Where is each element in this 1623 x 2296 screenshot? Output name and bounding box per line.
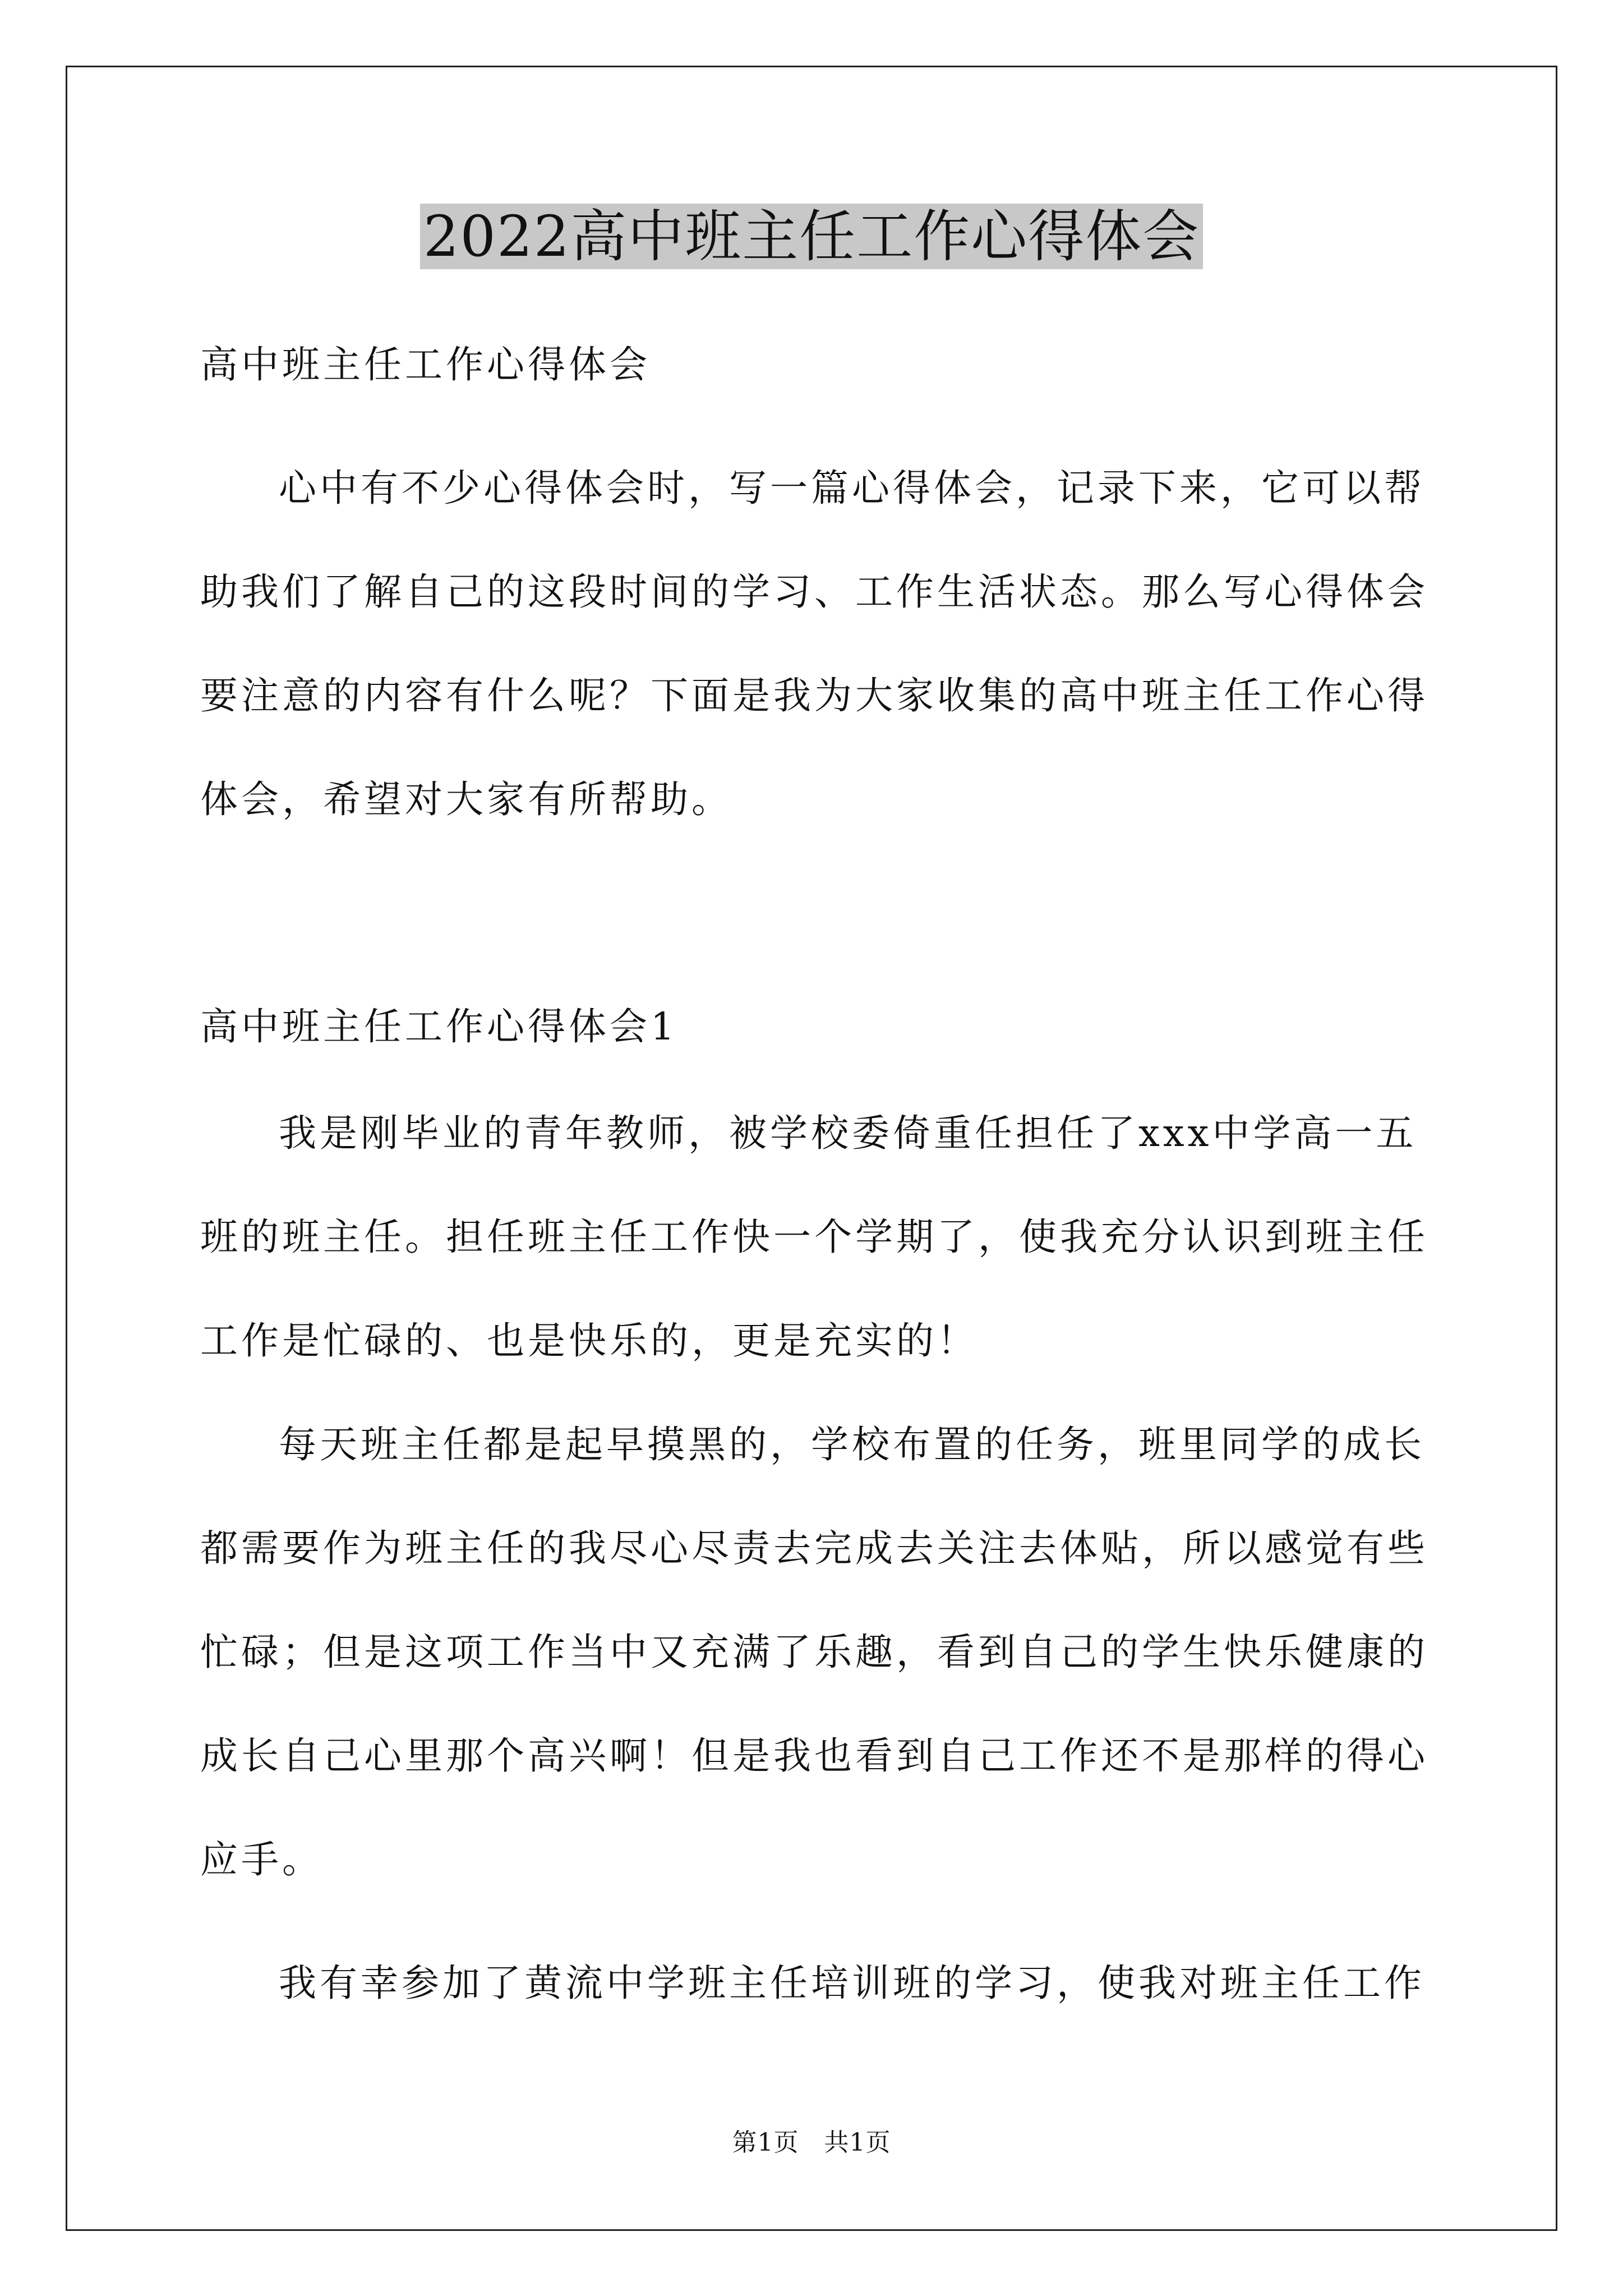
paragraph-line: 工作是忙碌的、也是快乐的，更是充实的！	[200, 1319, 978, 1363]
title-text: 2022高中班主任工作心得体会	[420, 204, 1204, 269]
subtitle: 高中班主任工作心得体会	[200, 343, 651, 386]
paragraph-line: 每天班主任都是起早摸黑的，学校布置的任务，班里同学的成长	[279, 1423, 1425, 1466]
paragraph-line: 我是刚毕业的青年教师，被学校委倚重任担任了xxx中学高一五	[279, 1111, 1417, 1155]
paragraph-line: 我有幸参加了黄流中学班主任培训班的学习，使我对班主任工作	[279, 1961, 1425, 2005]
paragraph-line: 忙碌；但是这项工作当中又充满了乐趣，看到自己的学生快乐健康的	[200, 1630, 1428, 1674]
paragraph-line: 要注意的内容有什么呢？下面是我为大家收集的高中班主任工作心得	[200, 674, 1428, 717]
paragraph-line: 心中有不少心得体会时，写一篇心得体会，记录下来，它可以帮	[279, 466, 1425, 510]
paragraph-line: 助我们了解自己的这段时间的学习、工作生活状态。那么写心得体会	[200, 570, 1428, 614]
paragraph-line: 应手。	[200, 1838, 323, 1881]
paragraph-line: 体会，希望对大家有所帮助。	[200, 777, 732, 821]
paragraph-line: 都需要作为班主任的我尽心尽责去完成去关注去体贴，所以感觉有些	[200, 1526, 1428, 1570]
paragraph-line: 成长自己心里那个高兴啊！但是我也看到自己工作还不是那样的得心	[200, 1734, 1428, 1778]
section-heading: 高中班主任工作心得体会1	[200, 1005, 678, 1048]
document-title	[0, 197, 1623, 276]
page-footer: 第1页 共1页	[732, 2128, 891, 2157]
paragraph-line: 班的班主任。担任班主任工作快一个学期了，使我充分认识到班主任	[200, 1215, 1428, 1259]
